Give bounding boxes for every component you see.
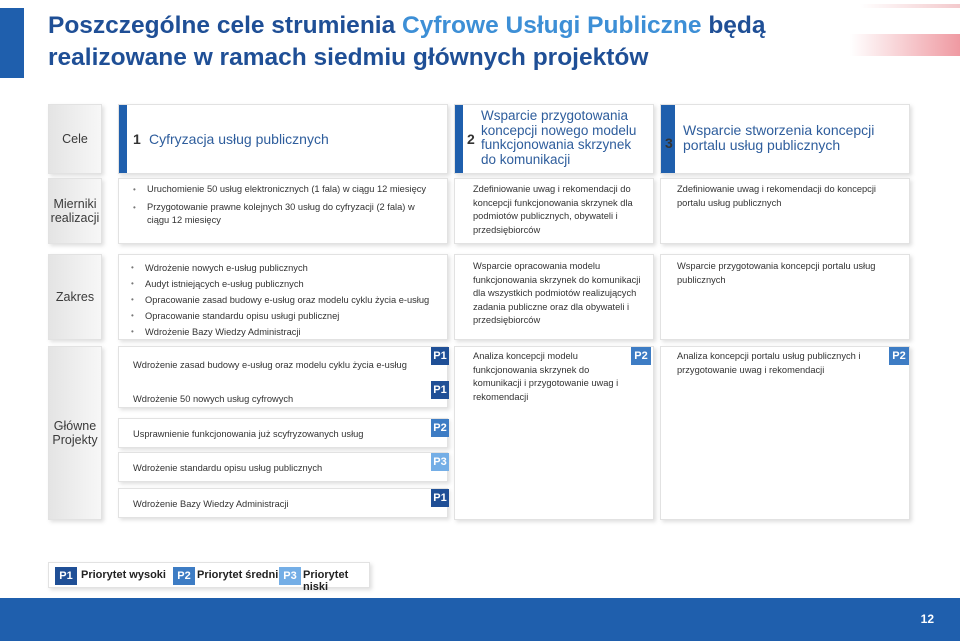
page-number: 12 — [920, 612, 934, 626]
priority-badge: P1 — [431, 347, 449, 365]
title-text: Poszczególne cele strumienia — [48, 12, 403, 39]
scope-item: • Wdrożenie Bazy Wiedzy Administracji — [131, 324, 439, 340]
metrics-cell-3 — [660, 178, 910, 244]
priority-legend — [48, 562, 370, 593]
metrics-cell-1 — [118, 178, 448, 244]
row-label-mierniki — [48, 178, 102, 244]
scope-item: • Opracowanie standardu opisu usługi publicznej — [131, 308, 439, 324]
scope-item: • Audyt istniejących e-usług publicznych — [131, 276, 439, 292]
scope-text: Wsparcie przygotowania koncepcji portalu usług publicznych — [677, 261, 876, 285]
project-card — [660, 346, 910, 520]
scope-item: • Opracowanie zasad budowy e-usług oraz modelu cyklu życia e-usług — [131, 292, 439, 308]
project-name: Usprawnienie funkcjonowania już scyfryzowanych usług — [133, 429, 364, 439]
goal-card-3 — [660, 104, 910, 174]
scope-item: • Wdrożenie nowych e-usług publicznych — [131, 260, 439, 276]
title-highlight: Cyfrowe Usługi Publiczne — [402, 12, 702, 39]
priority-badge: P3 — [431, 453, 449, 471]
row-label-projekty — [48, 346, 102, 520]
legend-label: Priorytet średni — [197, 569, 279, 581]
project-name: Analiza koncepcji portalu usług publicznych i przygotowanie uwag i rekomendacji — [677, 351, 861, 375]
project-card — [454, 346, 654, 520]
legend-label: Priorytet niski — [303, 569, 349, 593]
metric-item: • Uruchomienie 50 usług elektronicznych (1 fala) w ciągu 12 miesięcy — [133, 183, 439, 197]
scope-text: Wsparcie opracowania modelu funkcjonowania skrzynek do komunikacji dla wszystkich podmiotów realizujących zadania publiczne oraz dla obywateli i przedsiębiorców — [473, 261, 641, 325]
goal-accent-bar — [455, 105, 463, 173]
decorative-stripe — [850, 34, 960, 56]
goal-card-1 — [118, 104, 448, 174]
decorative-stripe — [860, 4, 960, 8]
legend-badge: P1 — [55, 567, 77, 585]
project-card — [118, 346, 448, 408]
metric-text: Zdefiniowanie uwag i rekomendacji do koncepcji funkcjonowania skrzynek dla podmiotów publicznych, obywateli i przedsiębiorców — [473, 184, 633, 235]
row-label-cele — [48, 104, 102, 174]
scope-cell-1 — [118, 254, 448, 340]
legend-badge: P3 — [279, 567, 301, 585]
project-name: Analiza koncepcji modelu funkcjonowania skrzynek do komunikacji i przygotowanie uwag i rekomendacji — [473, 351, 619, 402]
goal-number: 3 — [665, 135, 673, 151]
goal-title: Wsparcie przygotowania koncepcji nowego modelu funkcjonowania skrzynek do komunikacji — [481, 108, 637, 167]
footer-bar — [0, 598, 960, 641]
legend-label: Priorytet wysoki — [81, 569, 166, 581]
page-title — [48, 10, 828, 74]
project-name: Wdrożenie Bazy Wiedzy Administracji — [133, 499, 289, 509]
scope-cell-2 — [454, 254, 654, 340]
metrics-cell-2 — [454, 178, 654, 244]
goal-title: Cyfryzacja usług publicznych — [149, 131, 329, 147]
project-card — [118, 418, 448, 448]
goal-number: 2 — [467, 131, 475, 147]
project-name: Wdrożenie standardu opisu usług publicznych — [133, 463, 323, 473]
goal-card-2 — [454, 104, 654, 174]
row-label-text: Zakres — [55, 290, 95, 304]
goal-accent-bar — [119, 105, 127, 173]
priority-badge: P2 — [889, 347, 909, 365]
goal-title: Wsparcie stworzenia koncepcji portalu usług publicznych — [683, 122, 875, 153]
title-accent-bar — [0, 8, 24, 78]
legend-badge: P2 — [173, 567, 195, 585]
project-name: Wdrożenie 50 nowych usług cyfrowych — [133, 394, 294, 404]
metric-text: Zdefiniowanie uwag i rekomendacji do koncepcji portalu usług publicznych — [677, 184, 876, 208]
row-label-text: Mierniki realizacji — [50, 197, 100, 225]
project-card — [118, 452, 448, 482]
project-card — [118, 488, 448, 518]
metric-item: • Przygotowanie prawne kolejnych 30 usług do cyfryzacji (2 fala) w ciągu 12 miesięcy — [133, 201, 439, 228]
goal-number: 1 — [133, 131, 141, 147]
priority-badge: P1 — [431, 489, 449, 507]
priority-badge: P1 — [431, 381, 449, 399]
scope-cell-3 — [660, 254, 910, 340]
priority-badge: P2 — [431, 419, 449, 437]
row-label-text: Główne Projekty — [52, 419, 98, 447]
row-label-text: Cele — [62, 132, 88, 146]
row-label-zakres — [48, 254, 102, 340]
project-name: Wdrożenie zasad budowy e-usług oraz modelu cyklu życia e-usług — [133, 360, 407, 370]
priority-badge: P2 — [631, 347, 651, 365]
title-text: będą realizowane w ramach siedmiu głównych projektów — [48, 12, 766, 71]
